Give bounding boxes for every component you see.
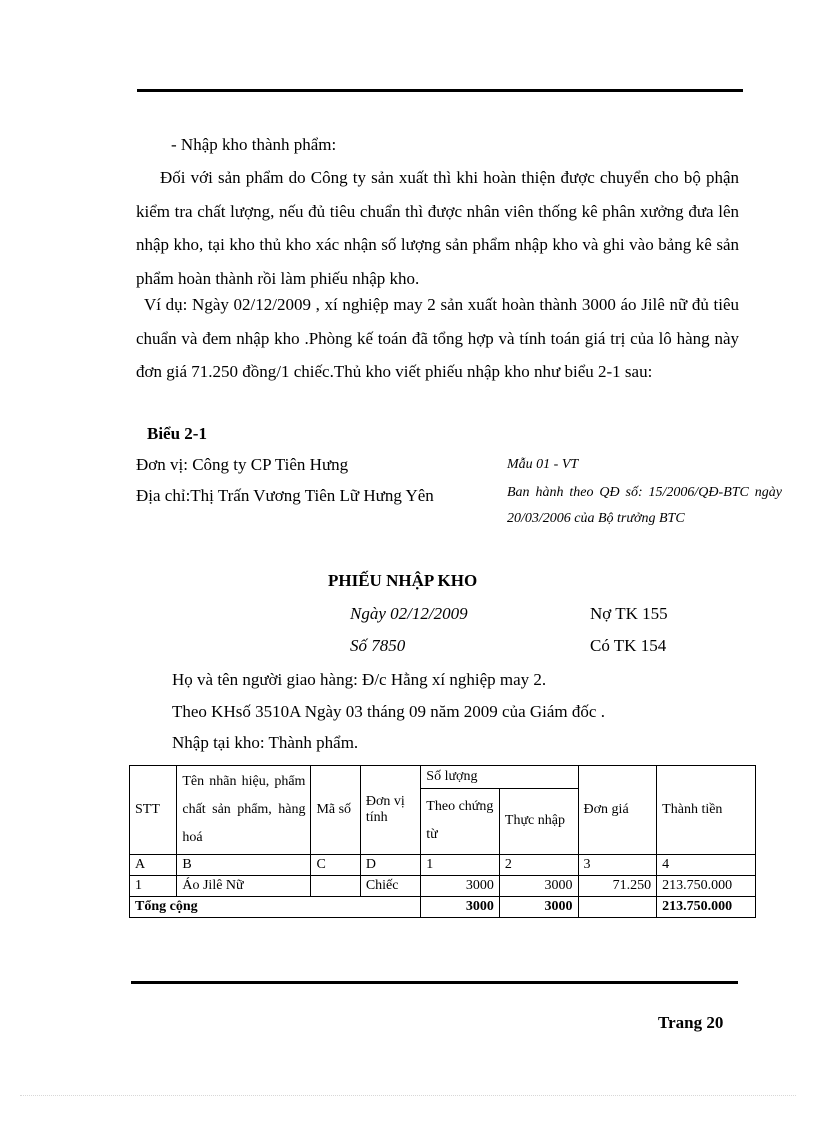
page-edge-line — [20, 1095, 796, 1096]
code-cell: B — [177, 855, 311, 876]
row-unit-price: 71.250 — [578, 876, 657, 897]
row-amount: 213.750.000 — [657, 876, 756, 897]
header-actual: Thực nhập — [499, 788, 578, 854]
footer-rule — [131, 981, 738, 984]
row-unit: Chiếc — [360, 876, 420, 897]
header-product-name: Tên nhãn hiệu, phẩm chất sản phẩm, hàng hoá — [177, 766, 311, 855]
header-unit: Đơn vị tính — [360, 766, 420, 855]
header-rule — [137, 89, 743, 92]
header-unit-price: Đơn giá — [578, 766, 657, 855]
code-cell: 1 — [421, 855, 500, 876]
row-product-name: Áo Jilê Nữ — [177, 876, 311, 897]
total-unit-price — [578, 897, 657, 918]
body-paragraph-1: Đối với sản phẩm do Công ty sản xuất thì khi hoàn thiện được chuyển cho bộ phận kiểm tra chất lượng, nếu đủ tiêu chuẩn thì được nhân viên thống kê phân xưởng đưa lên nhập kho, tại kho thủ kho xác nhận số lượng sản phẩm nhập kho và ghi vào bảng kê sản phẩm hoàn thành rồi làm phiếu nhập kho. — [136, 168, 739, 288]
receipt-number: Số 7850 — [350, 636, 406, 655]
form-template-code: Mẫu 01 - VT — [507, 457, 579, 472]
document-title: PHIẾU NHẬP KHO — [328, 571, 478, 590]
header-code: Mã số — [311, 766, 360, 855]
code-cell: A — [130, 855, 177, 876]
table-row — [130, 876, 756, 897]
credit-account: Có TK 154 — [590, 636, 667, 655]
company-address: Địa chỉ:Thị Trấn Vương Tiên Lữ Hưng Yên — [136, 486, 434, 505]
total-actual: 3000 — [499, 897, 578, 918]
total-label: Tổng cộng — [130, 897, 421, 918]
code-cell: 4 — [657, 855, 756, 876]
code-cell: 3 — [578, 855, 657, 876]
header-stt: STT — [130, 766, 177, 855]
header-per-document: Theo chứng từ — [421, 788, 500, 854]
receipt-table — [129, 765, 756, 918]
code-cell: 2 — [499, 855, 578, 876]
header-quantity: Số lượng — [421, 766, 578, 789]
receipt-date: Ngày 02/12/2009 — [350, 604, 468, 623]
page-number: Trang 20 — [658, 1013, 724, 1032]
row-stt: 1 — [130, 876, 177, 897]
form-number: Biểu 2-1 — [147, 424, 207, 443]
row-code — [311, 876, 360, 897]
code-row — [130, 855, 756, 876]
code-cell: D — [360, 855, 420, 876]
row-actual: 3000 — [499, 876, 578, 897]
row-per-document: 3000 — [421, 876, 500, 897]
form-regulation: Ban hành theo QĐ số: 15/2006/QĐ-BTC ngày 20/03/2006 của Bộ trưởng BTC — [507, 485, 782, 526]
section-heading: - Nhập kho thành phẩm: — [171, 135, 337, 154]
code-cell: C — [311, 855, 360, 876]
debit-account: Nợ TK 155 — [590, 604, 668, 623]
company-unit: Đơn vị: Công ty CP Tiên Hưng — [136, 455, 349, 474]
total-per-document: 3000 — [421, 897, 500, 918]
total-row — [130, 897, 756, 918]
deliverer-name: Họ và tên người giao hàng: Đ/c Hằng xí nghiệp may 2. — [172, 670, 547, 689]
body-paragraph-2: Ví dụ: Ngày 02/12/2009 , xí nghiệp may 2 sản xuất hoàn thành 3000 áo Jilê nữ đủ tiêu chuẩn và đem nhập kho .Phòng kế toán đã tổng hợp và tính toán giá trị của lô hàng này đơn giá 71.250 đồng/1 chiếc.Thủ kho viết phiếu nhập kho như biểu 2-1 sau: — [136, 295, 739, 381]
plan-reference: Theo KHsố 3510A Ngày 03 tháng 09 năm 2009 của Giám đốc . — [172, 702, 605, 721]
warehouse-location: Nhập tại kho: Thành phẩm. — [172, 733, 359, 752]
total-amount: 213.750.000 — [657, 897, 756, 918]
header-amount: Thành tiền — [657, 766, 756, 855]
